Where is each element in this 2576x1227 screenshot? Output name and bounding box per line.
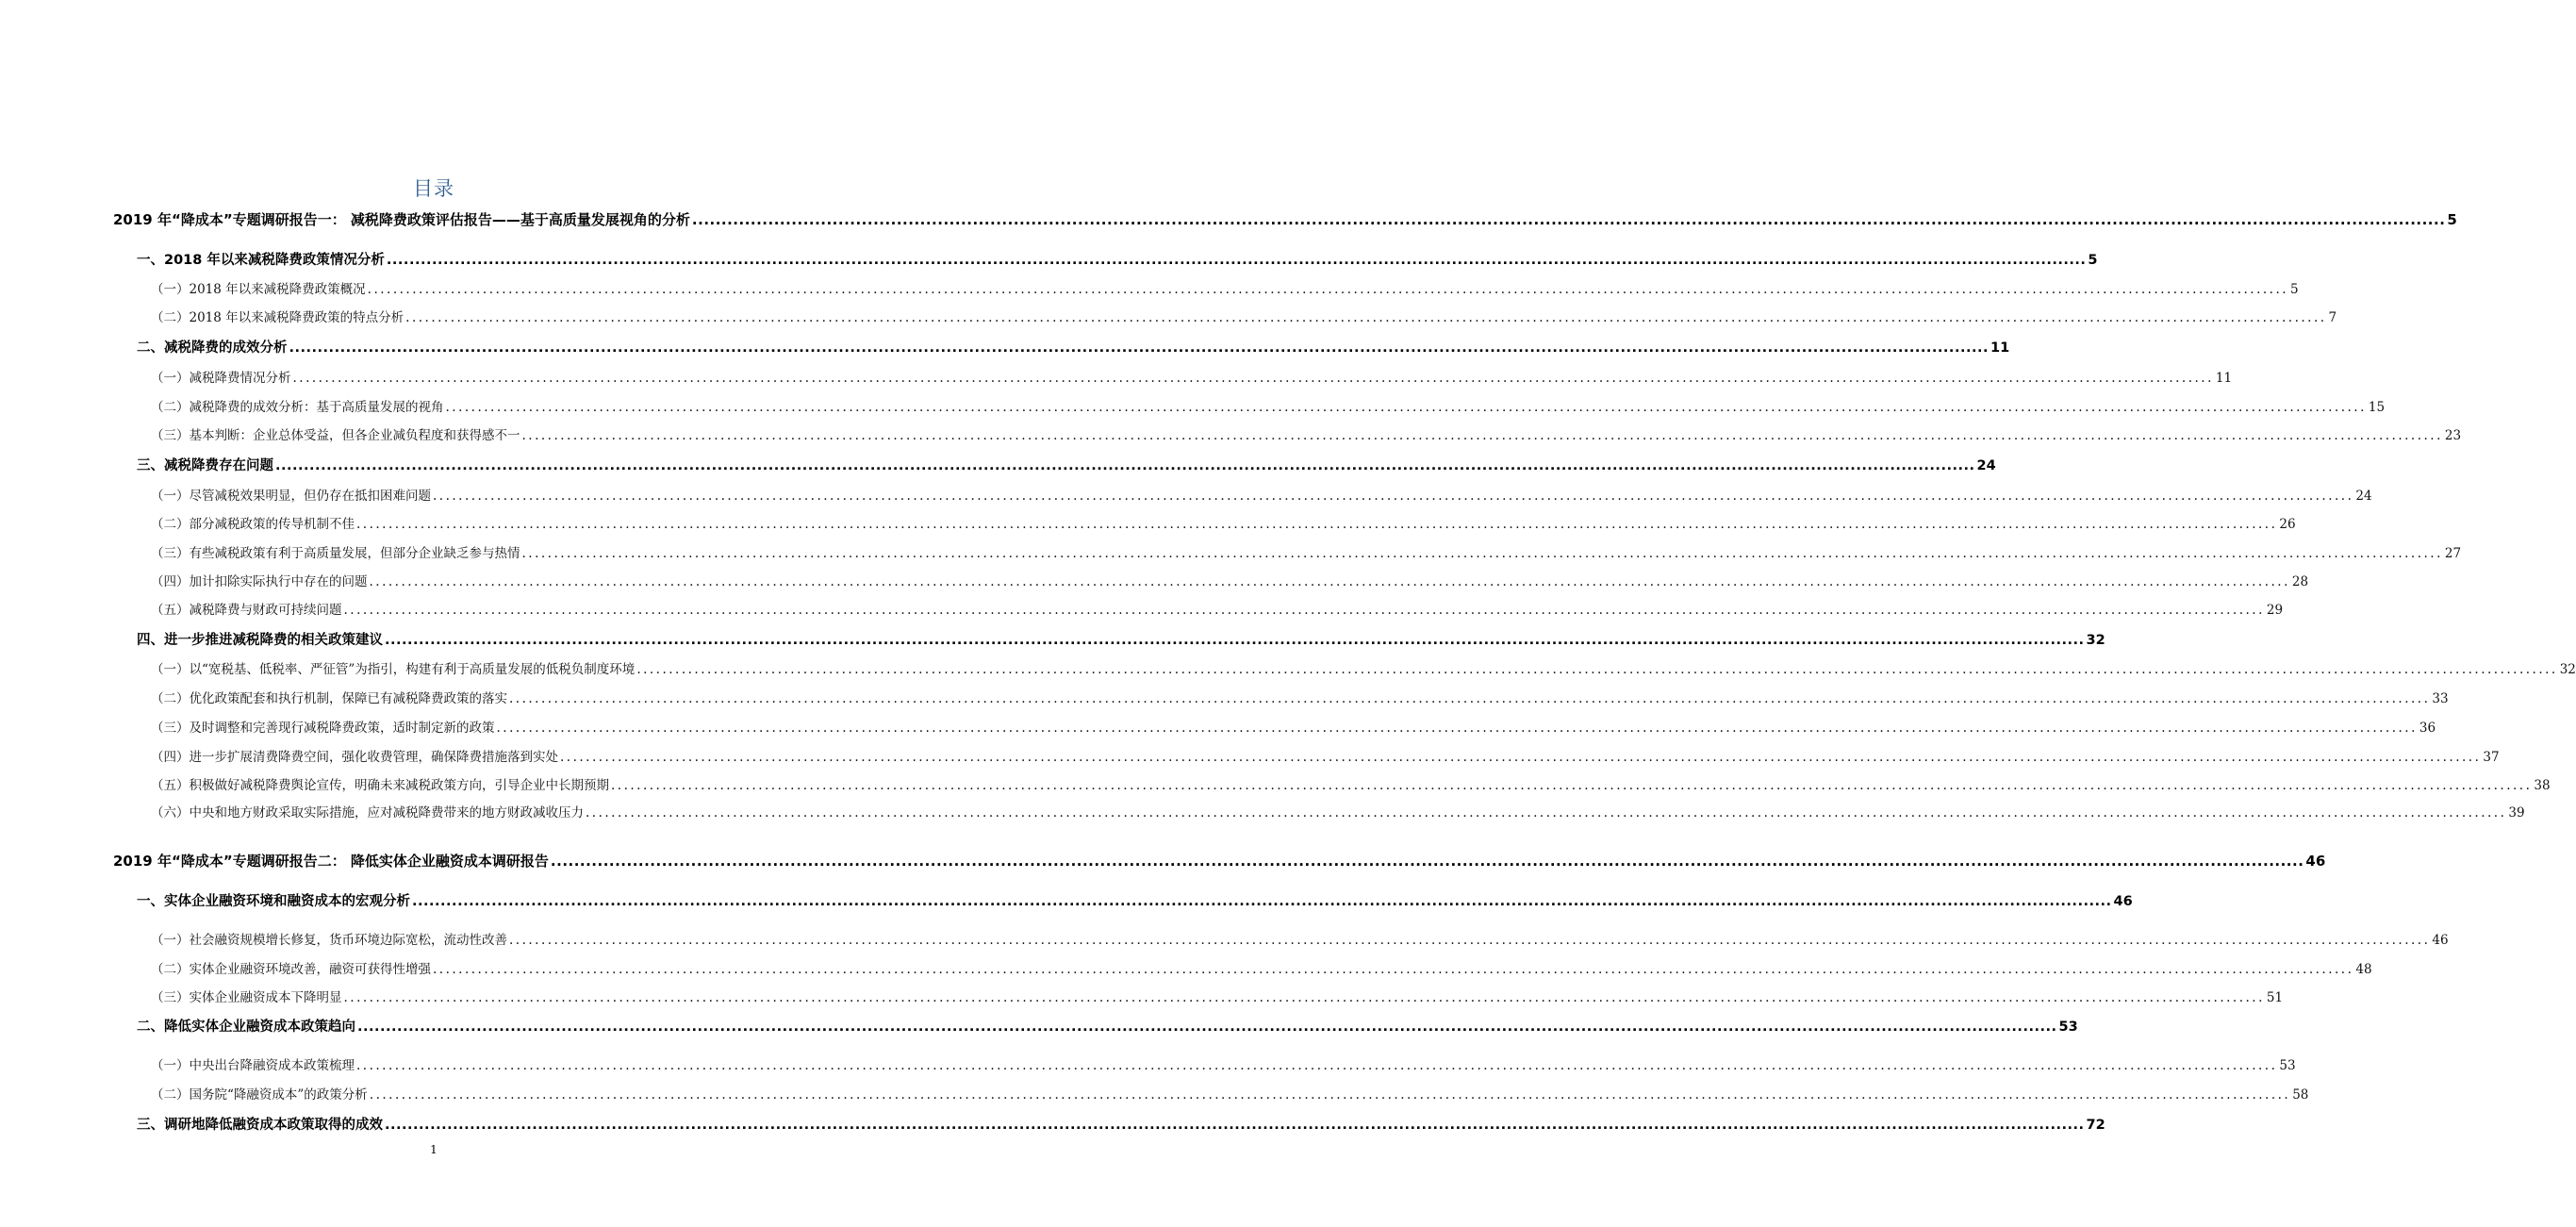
- toc-entry-page: 32: [2086, 633, 2105, 648]
- toc-entry-text: 三、调研地降低融资成本政策取得的成效: [137, 1118, 383, 1133]
- toc-entry-page: 53: [2279, 1058, 2296, 1073]
- toc-leader-dots: ............................................................................................................................................................................................................................................................................................................: [611, 778, 2533, 793]
- toc-entry-text: （二）减税降费的成效分析：基于高质量发展的视角: [151, 400, 444, 415]
- toc-entry-text: （二）国务院“降融资成本”的政策分析: [151, 1087, 368, 1103]
- toc-entry-text: （一）减税降费情况分析: [151, 371, 291, 386]
- toc-entry-page: 15: [2368, 400, 2386, 415]
- toc-entry-page: 33: [2432, 691, 2449, 706]
- toc-entry-page: 24: [1976, 458, 1996, 473]
- toc-leader-dots: ............................................................................................................................................................................................................................................................................................................: [356, 1058, 2278, 1073]
- toc-entry-page: 46: [2113, 894, 2133, 909]
- toc-entry[interactable]: [151, 485, 2372, 504]
- toc-leader-dots: ............................................................................................................................................................................................................................................................................................................: [521, 428, 2443, 443]
- toc-entry[interactable]: [151, 571, 2309, 589]
- toc-entry-text: （二）部分减税政策的传导机制不佳: [151, 517, 355, 532]
- toc-entry-page: 11: [1990, 340, 2010, 356]
- toc-entry[interactable]: [151, 542, 2462, 561]
- toc-entry-text: （一）以“宽税基、低税率、严征管”为指引，构建有利于高质量发展的低税负制度环境: [151, 662, 636, 677]
- toc-entry-page: 51: [2266, 990, 2284, 1005]
- toc-leader-dots: ............................................................................................................................................................................................................................................................................................................: [292, 371, 2214, 386]
- toc-entry-text: （二）实体企业融资环境改善，融资可获得性增强: [151, 962, 431, 977]
- toc-entry-page: 37: [2483, 750, 2500, 765]
- toc-leader-dots: ............................................................................................................................................................................................................................................................................................................: [560, 750, 2482, 765]
- toc-entry-text: （一）中央出台降融资成本政策梳理: [151, 1058, 355, 1073]
- toc-entry-text: 四、进一步推进减税降费的相关政策建议: [137, 633, 383, 648]
- toc-leader-dots: ............................................................................................................................................................................................................................................................................................................: [385, 1118, 2085, 1133]
- toc-entry[interactable]: [151, 278, 2299, 297]
- toc-leader-dots: ............................................................................................................................................................................................................................................................................................................: [586, 805, 2507, 821]
- toc-entry[interactable]: [151, 367, 2233, 386]
- toc-entry[interactable]: [151, 929, 2449, 948]
- toc-entry-page: 28: [2291, 574, 2309, 589]
- toc-title: 目录: [413, 177, 454, 200]
- toc-entry-text: 三、减税降费存在问题: [137, 458, 273, 473]
- toc-leader-dots: ............................................................................................................................................................................................................................................................................................................: [289, 340, 1989, 356]
- toc-leader-dots: ............................................................................................................................................................................................................................................................................................................: [445, 400, 2367, 415]
- toc-entry[interactable]: [151, 599, 2284, 618]
- toc-entry[interactable]: [151, 658, 2576, 677]
- toc-entry[interactable]: [151, 307, 2337, 325]
- toc-leader-dots: ............................................................................................................................................................................................................................................................................................................: [433, 962, 2354, 977]
- toc-entry-text: （四）加计扣除实际执行中存在的问题: [151, 574, 368, 589]
- toc-leader-dots: ............................................................................................................................................................................................................................................................................................................: [636, 662, 2558, 677]
- toc-entry-text: 2019 年“降成本”专题调研报告一： 减税降费政策评估报告——基于高质量发展视角的分析: [113, 211, 690, 228]
- toc-entry-page: 38: [2534, 778, 2551, 793]
- toc-leader-dots: ............................................................................................................................................................................................................................................................................................................: [691, 211, 2446, 228]
- toc-entry-page: 53: [2058, 1020, 2078, 1035]
- toc-entry-page: 46: [2432, 933, 2449, 948]
- toc-entry[interactable]: [151, 746, 2500, 765]
- toc-entry-page: 32: [2559, 662, 2576, 677]
- toc-leader-dots: ............................................................................................................................................................................................................................................................................................................: [412, 894, 2112, 909]
- toc-entry-text: （五）减税降费与财政可持续问题: [151, 603, 342, 618]
- toc-entry-text: （四）进一步扩展清费降费空间，强化收费管理，确保降费措施落到实处: [151, 750, 558, 765]
- toc-entry-page: 26: [2279, 517, 2296, 532]
- toc-leader-dots: ............................................................................................................................................................................................................................................................................................................: [405, 310, 2327, 325]
- page-number: 1: [430, 1143, 438, 1156]
- toc-entry[interactable]: [151, 1084, 2309, 1103]
- toc-entry-text: （二）2018 年以来减税降费政策的特点分析: [151, 310, 405, 325]
- toc-entry[interactable]: [151, 396, 2386, 415]
- toc-entry-text: （二）优化政策配套和执行机制，保障已有减税降费政策的落实: [151, 691, 507, 706]
- toc-leader-dots: ............................................................................................................................................................................................................................................................................................................: [343, 990, 2265, 1005]
- toc-leader-dots: ............................................................................................................................................................................................................................................................................................................: [369, 574, 2290, 589]
- toc-leader-dots: ............................................................................................................................................................................................................................................................................................................: [386, 253, 2087, 268]
- toc-leader-dots: ............................................................................................................................................................................................................................................................................................................: [367, 282, 2289, 297]
- toc-entry-page: 23: [2444, 428, 2462, 443]
- toc-entry[interactable]: [151, 987, 2284, 1005]
- toc-entry-page: 72: [2086, 1118, 2105, 1133]
- toc-leader-dots: ............................................................................................................................................................................................................................................................................................................: [343, 603, 2265, 618]
- toc-entry[interactable]: [113, 209, 2457, 229]
- toc-leader-dots: ............................................................................................................................................................................................................................................................................................................: [433, 489, 2354, 504]
- toc-entry-page: 24: [2355, 489, 2372, 504]
- toc-entry-page: 5: [2290, 282, 2299, 297]
- toc-entry-page: 7: [2328, 310, 2337, 325]
- toc-entry-text: 二、降低实体企业融资成本政策趋向: [137, 1020, 355, 1035]
- toc-entry-text: （一）尽管减税效果明显，但仍存在抵扣困难问题: [151, 489, 431, 504]
- toc-entry-text: 2019 年“降成本”专题调研报告二： 降低实体企业融资成本调研报告: [113, 853, 549, 870]
- toc-entry-page: 46: [2305, 853, 2326, 870]
- toc-entry-page: 29: [2266, 603, 2284, 618]
- toc-entry-text: （三）有些减税政策有利于高质量发展，但部分企业缺乏参与热情: [151, 546, 520, 561]
- toc-leader-dots: ............................................................................................................................................................................................................................................................................................................: [357, 1020, 2057, 1035]
- toc-entry-page: 36: [2419, 721, 2436, 736]
- toc-entry[interactable]: [151, 717, 2436, 736]
- toc-entry[interactable]: [151, 688, 2449, 706]
- toc-entry-text: （一）社会融资规模增长修复，货币环境边际宽松，流动性改善: [151, 933, 507, 948]
- toc-leader-dots: ............................................................................................................................................................................................................................................................................................................: [275, 458, 1975, 473]
- toc-leader-dots: ............................................................................................................................................................................................................................................................................................................: [385, 633, 2085, 648]
- toc-entry-page: 58: [2292, 1087, 2309, 1103]
- toc-entry-text: （三）基本判断：企业总体受益，但各企业减负程度和获得感不一: [151, 428, 520, 443]
- toc-entry-text: 一、实体企业融资环境和融资成本的宏观分析: [137, 894, 410, 909]
- toc-leader-dots: ............................................................................................................................................................................................................................................................................................................: [496, 721, 2418, 736]
- toc-entry-page: 39: [2508, 805, 2525, 821]
- toc-entry[interactable]: [151, 958, 2372, 977]
- toc-entry[interactable]: [113, 851, 2326, 871]
- toc-leader-dots: ............................................................................................................................................................................................................................................................................................................: [521, 546, 2443, 561]
- toc-entry-text: （三）实体企业融资成本下降明显: [151, 990, 342, 1005]
- toc-leader-dots: ............................................................................................................................................................................................................................................................................................................: [356, 517, 2278, 532]
- toc-entry-text: 一、2018 年以来减税降费政策情况分析: [137, 253, 385, 268]
- toc-entry[interactable]: [137, 249, 2098, 269]
- toc-entry[interactable]: [151, 802, 2525, 821]
- toc-entry[interactable]: [137, 629, 2105, 649]
- toc-entry-page: 27: [2444, 546, 2462, 561]
- toc-entry-text: （六）中央和地方财政采取实际措施，应对减税降费带来的地方财政减收压力: [151, 805, 584, 821]
- toc-entry[interactable]: [137, 1114, 2105, 1134]
- toc-leader-dots: ............................................................................................................................................................................................................................................................................................................: [550, 853, 2304, 870]
- toc-entry-page: 48: [2355, 962, 2372, 977]
- toc-entry[interactable]: [151, 424, 2462, 443]
- toc-entry-page: 5: [2088, 253, 2098, 268]
- toc-entry[interactable]: [151, 774, 2551, 793]
- toc-entry-page: 11: [2215, 371, 2233, 386]
- toc-entry[interactable]: [137, 1016, 2078, 1036]
- toc-entry-text: 二、减税降费的成效分析: [137, 340, 288, 356]
- toc-entry[interactable]: [137, 337, 2010, 356]
- toc-leader-dots: ............................................................................................................................................................................................................................................................................................................: [509, 933, 2431, 948]
- toc-entry[interactable]: [137, 455, 1996, 474]
- toc-entry-text: （三）及时调整和完善现行减税降费政策，适时制定新的政策: [151, 721, 495, 736]
- toc-entry[interactable]: [151, 1054, 2296, 1073]
- toc-leader-dots: ............................................................................................................................................................................................................................................................................................................: [509, 691, 2431, 706]
- toc-entry[interactable]: [151, 513, 2296, 532]
- toc-entry[interactable]: [137, 890, 2133, 910]
- toc-entry-page: 5: [2447, 211, 2457, 228]
- toc-entry-text: （五）积极做好减税降费舆论宣传，明确未来减税政策方向，引导企业中长期预期: [151, 778, 609, 793]
- toc-leader-dots: ............................................................................................................................................................................................................................................................................................................: [369, 1087, 2291, 1103]
- toc-entry-text: （一）2018 年以来减税降费政策概况: [151, 282, 366, 297]
